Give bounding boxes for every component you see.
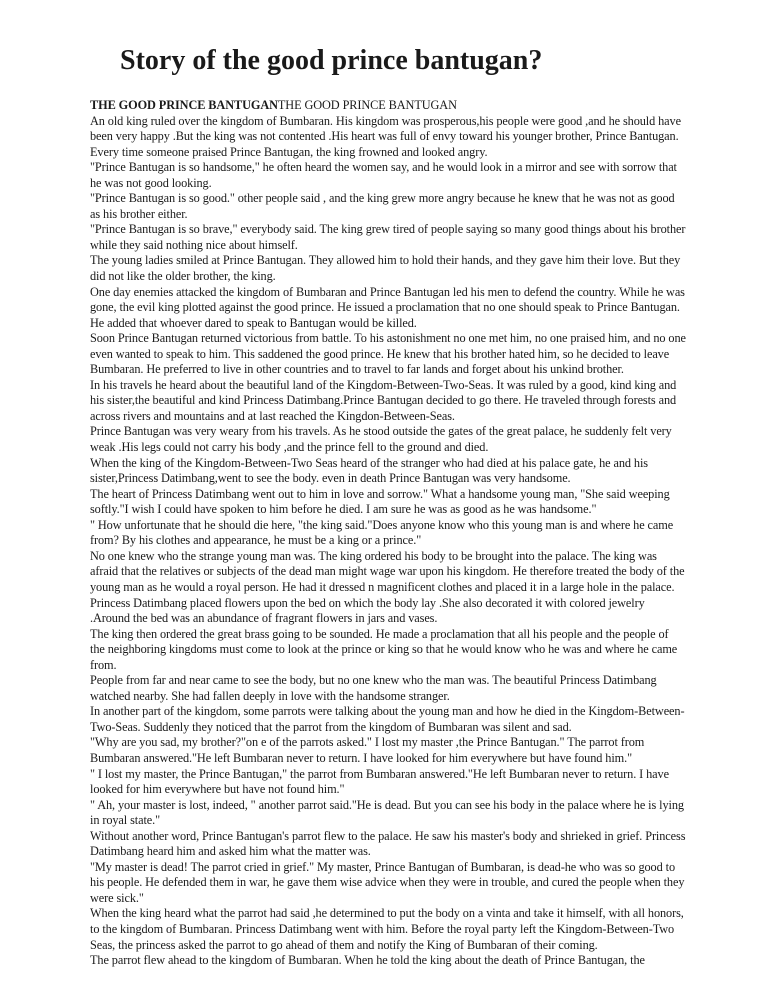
story-body bbox=[90, 98, 686, 969]
story-paragraph: "Prince Bantugan is so good." other people said , and the king grew more angry because he knew that he was not as good as his brother either. bbox=[90, 191, 675, 221]
story-heading-bold: THE GOOD PRINCE BANTUGAN bbox=[90, 98, 278, 112]
story-paragraph: An old king ruled over the kingdom of Bumbaran. His kingdom was prosperous,his people were good ,and he should have been very happy .But the king was not contented .His heart was full of envy toward his younger brother, Prince Bantugan. Every time someone praised Prince Bantugan, the king frowned and looked angry. bbox=[90, 113, 681, 159]
story-paragraph: Without another word, Prince Bantugan's parrot flew to the palace. He saw his master's body and shrieked in grief. Princess Datimbang heard him and asked him what the matter was. bbox=[90, 828, 686, 859]
story-paragraph: When the king heard what the parrot had said ,he determined to put the body on a vinta and take it himself, with all honors, to the kingdom of Bumbaran. Princess Datimbang went with him. Before the royal party left the Kingdom-Between-Two Seas, the princess asked the parrot to go ahead of them and notify the King of Bumbaran of their coming. bbox=[90, 906, 684, 952]
story-heading-regular: THE GOOD PRINCE BANTUGAN bbox=[277, 98, 457, 112]
story-paragraph: " How unfortunate that he should die here, "the king said."Does anyone know who this young man is and where he came from? By his clothes and appearance, he must be a king or a prince." bbox=[90, 517, 674, 548]
story-paragraph: The young ladies smiled at Prince Bantugan. They allowed him to hold their hands, and they gave him their love. But they did not like the older brother, the king. bbox=[90, 253, 681, 284]
story-paragraph: No one knew who the strange young man was. The king ordered his body to be brought into the palace. The king was afraid that the relatives or subjects of the dead man might wage war upon his kingdom. He therefore treated the body of the young man as he would a royal person. He had it dressed n magnificent clothes and placed it in a large hole in the palace. Princess Datimbang placed flowers upon the bed on which the body lay .She also decorated it with colored jewelry .Around the bed was an abundance of fragrant flowers in jars and vases. bbox=[90, 548, 685, 626]
story-paragraph: Soon Prince Bantugan returned victorious from battle. To his astonishment no one met him, no one praised him, and no one even wanted to speak to him. This saddened the good prince. He knew that his brother hated him, so he decided to leave Bumbaran. He preferred to live in other countries and to travel to far lands and forget about his unkind brother. bbox=[90, 331, 686, 377]
story-paragraph: People from far and near came to see the body, but no one knew who the man was. The beautiful Princess Datimbang watched nearby. She had fallen deeply in love with the handsome stranger. bbox=[90, 673, 657, 703]
story-paragraph: "Prince Bantugan is so handsome," he often heard the women say, and he would look in a mirror and see with sorrow that he was not good looking. bbox=[90, 160, 677, 190]
story-paragraph: "Prince Bantugan is so brave," everybody said. The king grew tired of people saying so many good things about his brother while they said nothing nice about himself. bbox=[90, 222, 686, 252]
story-paragraph: The king then ordered the great brass going to be sounded. He made a proclamation that all his people and the people of the neighboring kingdoms must come to look at the prince or king so that he would know who he was and where he came from. bbox=[90, 626, 678, 672]
story-paragraph: In another part of the kingdom, some parrots were talking about the young man and how he died in the Kingdom-Between-Two-Seas. Suddenly they noticed that the parrot from the kingdom of Bumbaran was silent and sad. bbox=[90, 704, 685, 734]
story-paragraph: " I lost my master, the Prince Bantugan," the parrot from Bumbaran answered."He left Bumbaran never to return. I have looked for him everywhere but have not found him." bbox=[90, 766, 669, 797]
story-paragraph: In his travels he heard about the beautiful land of the Kingdom-Between-Two-Seas. It was ruled by a good, kind king and his sister,the beautiful and kind Princess Datimbang.Prince Bantugan decided to go there. He traveled through forests and across rivers and mountains and at last reached the Kingdon-Between-Seas. bbox=[90, 377, 677, 423]
story-paragraph: "Why are you sad, my brother?"on e of the parrots asked." I lost my master ,the Prince Bantugan." The parrot from Bumbaran answered."He left Bumbaran never to return. I have looked for him everywhere but have found him." bbox=[90, 735, 645, 765]
story-paragraph: Prince Bantugan was very weary from his travels. As he stood outside the gates of the great palace, he suddenly felt very weak .His legs could not carry his body ,and the prince fell to the ground and died. bbox=[90, 424, 672, 455]
story-paragraph: " Ah, your master is lost, indeed, " another parrot said."He is dead. But you can see his body in the palace where he is lying in royal state." bbox=[90, 797, 684, 828]
story-heading bbox=[90, 98, 686, 114]
story-paragraph: One day enemies attacked the kingdom of Bumbaran and Prince Bantugan led his men to defend the country. While he was gone, the evil king plotted against the good prince. He issued a proclamation that no one should speak to Prince Bantugan. He added that whoever dared to speak to Bantugan would be killed. bbox=[90, 284, 685, 330]
story-paragraph: The parrot flew ahead to the kingdom of Bumbaran. When he told the king about the death of Prince Bantugan, the bbox=[90, 953, 645, 968]
story-paragraph: "My master is dead! The parrot cried in grief." My master, Prince Bantugan of Bumbaran, is dead-he who was so good to his people. He defended them in war, he gave them wise advice when they were in trouble, and cured the people when they were sick." bbox=[90, 859, 685, 905]
page-title: Story of the good prince bantugan? bbox=[120, 45, 543, 76]
story-paragraph: When the king of the Kingdom-Between-Two Seas heard of the stranger who had died at his palace gate, he and his sister,Princess Datimbang,went to see the body. even in death Prince Bantugan was very handsome. bbox=[90, 455, 648, 486]
story-paragraph: The heart of Princess Datimbang went out to him in love and sorrow." What a handsome young man, "She said weeping softly."I wish I could have spoken to him before he died. I am sure he was as good as he was handsome." bbox=[90, 486, 670, 517]
